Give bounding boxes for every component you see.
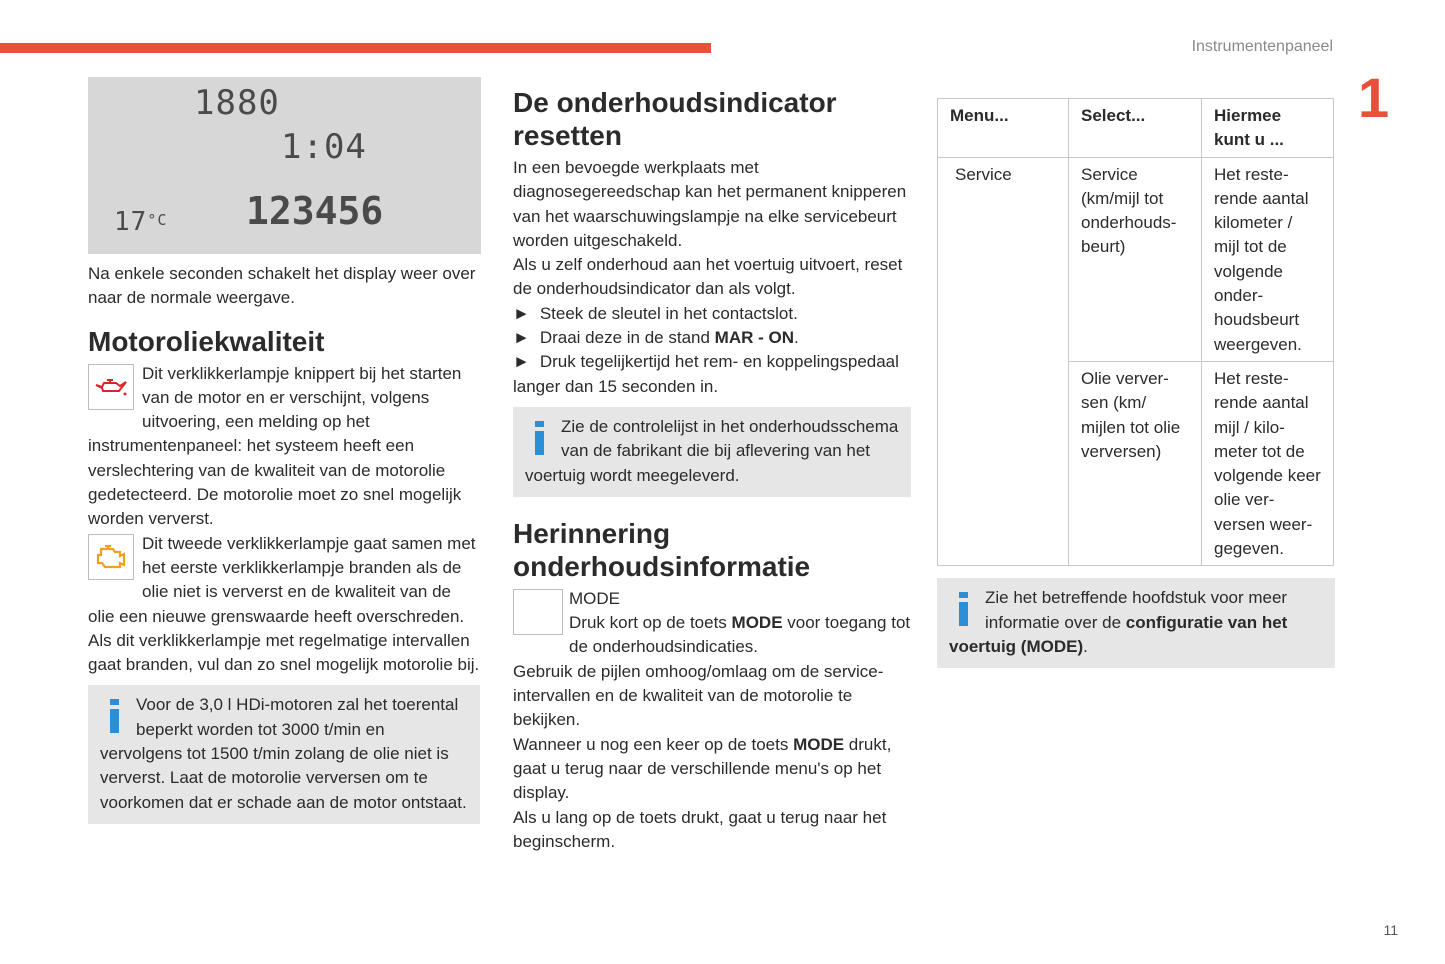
column-right xyxy=(937,98,1335,668)
arrow-bullet-icon: ► xyxy=(513,328,530,348)
page-number: 11 xyxy=(1383,922,1398,938)
heading-service-reminder: Herinnering onderhoudsinformatie xyxy=(513,517,811,582)
display-odometer: 123456 xyxy=(246,189,384,233)
service-menu-table xyxy=(937,98,1334,566)
info-box-checklist: Zie de controlelijst in het onderhoudsschema van de fabrikant die bij aflevering van het voertuig wordt meegeleverd. xyxy=(513,407,911,497)
table-cell-select: Service (km/mijl tot onderhouds-beurt) xyxy=(1069,157,1202,361)
display-line1: 1880 xyxy=(194,83,280,123)
table-cell-menu: Service xyxy=(938,157,1069,566)
table-cell-action: Het reste-rende aantal kilometer / mijl tot de volgende onder-houdsbeurt weergeven. xyxy=(1202,157,1334,361)
table-header-select: Select... xyxy=(1069,99,1202,158)
info-icon xyxy=(959,592,969,626)
info-box-hdi: Voor de 3,0 l HDi-motoren zal het toerental beperkt worden tot 3000 t/min en vervolgens tot 1500 t/min zolang de olie niet is ververst. Laat de motorolie verversen om te voorkomen dat er schade aan de motor ontstaat. xyxy=(88,685,480,823)
oil-pressure-warning-icon xyxy=(88,364,134,410)
info-box-configuration: Zie het betreffende hoofdstuk voor meer informatie over de configuratie van het voertuig (MODE). xyxy=(937,578,1335,668)
column-left xyxy=(88,77,480,824)
long-press-para: Als u lang op de toets drukt, gaat u terug naar het beginscherm. xyxy=(513,807,887,851)
oil-quality-para1: Dit verklikkerlampje knippert bij het starten van de motor en er verschijnt, volgens uitvoering, een melding op het instrumentenpaneel: het systeem heeft een verslechtering van de kwaliteit van de motorolie gedetecteerd. De motorolie moet zo snel mogelijk worden ververst. xyxy=(88,363,462,529)
reset-para1: In een bevoegde werkplaats met diagnosegereedschap kan het permanent knipperen van het waarschuwingslampje na elke servicebeurt worden uitgeschakeld. xyxy=(513,158,907,250)
engine-check-icon xyxy=(88,534,134,580)
table-header-menu: Menu... xyxy=(938,99,1069,158)
accent-bar xyxy=(0,43,711,53)
info-icon xyxy=(110,699,120,733)
table-cell-action: Het reste-rende aantal mijl / kilo-meter tot de volgende keer olie ver-versen weer-gegeven. xyxy=(1202,361,1334,565)
mode-again-para: Wanneer u nog een keer op de toets MODE drukt, gaat u terug naar de verschillende menu's op het display. xyxy=(513,734,892,803)
mode-button-icon xyxy=(513,589,563,635)
heading-oil-quality: Motoroliekwaliteit xyxy=(88,325,325,357)
reset-step-3: ► Druk tegelijkertijd het rem- en koppelingspedaal langer dan 15 seconden in. xyxy=(513,352,899,396)
section-title: Instrumentenpaneel xyxy=(1191,38,1333,55)
display-temperature: $17^{^\circ C}$ xyxy=(114,207,168,237)
instrument-display-image xyxy=(88,77,481,254)
reset-para2: Als u zelf onderhoud aan het voertuig uitvoert, reset de onderhoudsindicator dan als volgt. xyxy=(513,255,903,299)
reset-step-2: ► Draai deze in de stand MAR - ON. xyxy=(513,328,799,348)
oil-quality-para2: Dit tweede verklikkerlampje gaat samen met het eerste verklikkerlampje branden als de olie niet is ververst en de kwaliteit van de olie een nieuwe grenswaarde heeft overschreden. Als dit verklikkerlampje met regelmatige intervallen gaat branden, vul dan zo snel mogelijk motorolie bij. xyxy=(88,533,480,675)
chapter-number: 1 xyxy=(1358,66,1390,129)
display-caption: Na enkele seconden schakelt het display weer over naar de normale weergave. xyxy=(88,264,476,308)
arrow-bullet-icon: ► xyxy=(513,352,530,372)
display-line2: 1:04 xyxy=(281,127,367,167)
reset-step-1: ► Steek de sleutel in het contactslot. xyxy=(513,303,798,323)
column-middle: De onderhoudsindicator resetten In een bevoegde werkplaats met diagnosegereedschap kan het permanent knipperen van het waarschuwingslampje na elke servicebeurt worden uitgeschakeld. Als u zelf onderhoud aan het voertuig uitvoert, reset de onderhoudsindicator dan als volgt. ► Steek de sleutel in het contactslot. ► Draai deze in de stand MAR - ON. ► Druk tegelijkertijd het rem- en koppelingspedaal langer dan 15 seconden in. Zie de controlelijst in het onderhoudsschema van de fabrikant die bij aflevering van het voertuig wordt meegeleverd. Herinnering onderhoudsinformatie MODE Druk kort op de toets MODE voor toegang tot de onderhoudsindicaties. Gebruik de pijlen omhoog/omlaag om de service-intervallen en de kwaliteit van de motorolie te bekijken. Wanneer u nog een keer op de toets MODE drukt, gaat u terug naar de verschillende menu's op het display. Als u lang op de toets drukt, gaat u terug naar het beginscherm. xyxy=(513,86,911,854)
arrows-para: Gebruik de pijlen omhoog/omlaag om de service-intervallen en de kwaliteit van de motorolie te bekijken. xyxy=(513,661,884,730)
arrow-bullet-icon: ► xyxy=(513,303,530,323)
heading-reset-indicator: De onderhoudsindicator resetten xyxy=(513,87,837,151)
info-icon xyxy=(535,421,545,455)
table-cell-select: Olie verver-sen (km/ mijlen tot olie verversen) xyxy=(1069,361,1202,565)
table-header-action: Hiermee kunt u ... xyxy=(1202,99,1334,158)
table-row xyxy=(938,157,1334,361)
